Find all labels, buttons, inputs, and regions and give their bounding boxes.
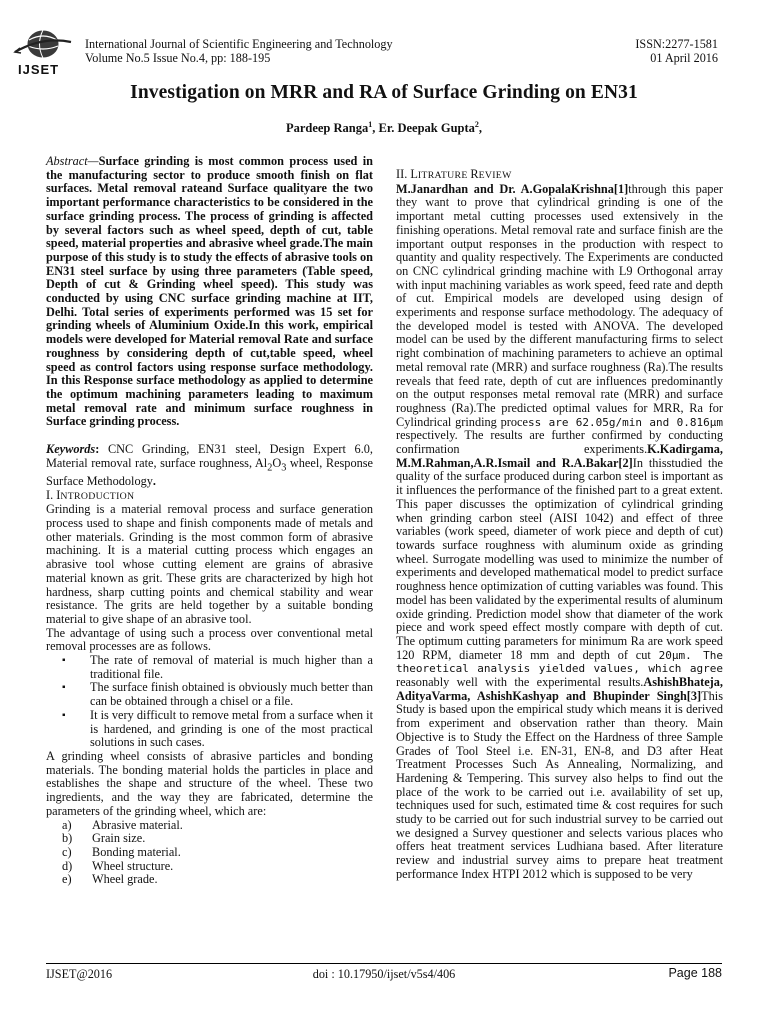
review-number: II. xyxy=(396,167,411,181)
keywords-end: . xyxy=(152,473,156,488)
keywords xyxy=(46,443,373,489)
list-text: Bonding material. xyxy=(92,844,181,859)
keywords-colon: : xyxy=(95,442,100,457)
section-heading-introduction xyxy=(46,489,373,504)
list-item: ▪ It is very difficult to remove metal from a surface when it is hardened, and grinding is one of the most practical solutions in such cases. xyxy=(90,709,373,750)
intro-initial: I xyxy=(56,487,61,502)
list-item xyxy=(62,832,373,846)
reference-2-text-2: reasonably well with the experimental results. xyxy=(396,675,644,690)
advantages-list xyxy=(46,654,373,750)
logo-text: IJSET xyxy=(18,62,60,77)
list-item: ▪ The surface finish obtained is obviously much better than can be obtained through a chisel or a file. xyxy=(90,681,373,708)
list-marker: e) xyxy=(62,872,72,887)
left-column xyxy=(46,155,373,887)
review-rest-a: ITRATURE xyxy=(417,170,471,181)
review-initial: L xyxy=(410,167,418,181)
intro-number: I. xyxy=(46,487,57,502)
list-item xyxy=(62,819,373,833)
abstract xyxy=(46,155,373,429)
list-item: ▪ The rate of removal of material is much higher than a traditional file. xyxy=(90,654,373,681)
list-item xyxy=(62,860,373,874)
reference-1-values: ss are 62.05g/min and 0.816μm xyxy=(527,415,723,429)
intro-paragraph-2: The advantage of using such a process over conventional metal removal processes are as follows. xyxy=(46,625,373,654)
reference-1-text-2: respectively. The results are further confirmed by conducting confirmation experiments. xyxy=(396,428,723,457)
reference-2-text: In thisstudied the quality of the surface produced during carbon steel is important as it influences the performance of the finished part to a great extent. This paper discusses the optimization of cylindrical grinding when grinding carbon steel (AISI 1042) and effect of three variables (work speed, diameter of work piece and depth of cut) towards surface roughness with aluminum oxide as grinding wheel. Surrogate modelling was used to minimize the number of experiments and developed mathematical model to predict surface roughness hence optimization of cutting variables was found. This model has been validated by the experimental results of aluminum oxide grinding. Prediction model show that diameter of the work piece and work speed effect mostly compare with depth of cut. The optimum cutting parameters for minimum Ra are work speed 120 RPM, diameter 18 mm and depth of cut xyxy=(396,455,723,662)
journal-info xyxy=(85,37,393,65)
list-marker: c) xyxy=(62,844,72,859)
section-heading-literature-review xyxy=(396,168,723,183)
reference-2-authors: K.Kadirgama, M.M.Rahman,A.R.Ismail and R.A.Bakar[2] xyxy=(396,442,723,470)
journal-volume: Volume No.5 Issue No.4, pp: 188-195 xyxy=(85,51,271,65)
keywords-text-b: wheel, Response Surface Methodology xyxy=(46,455,373,488)
keywords-sub-2: 2 xyxy=(267,462,273,474)
reference-1-text: through this paper they want to prove that cylindrical grinding is one of the important metal cutting processes used extensively in the finishing operations. Metal removal rate and surface finish are the important output responses in the production with respect to quantity and quality respectively. The Experiments are conducted on CNC cylindrical grinding machine with L9 Orthogonal array with input machining variables as work speed, feed rate and depth of cut. Empirical models are developed using design of experiments and response surface methodology. The adequacy of the developed model is tested with ANOVA. The developed model can be used by the different manufacturing firms to select right combination of machining parameters to achieve an optimal metal removal rate (MRR) and surface roughness (Ra).The results reveals that feed rate, depth of cut are influences predominantly on the output responses metal removal rate (MRR) and surface roughness (Ra).The predicted optimal values for MRR, Ra for Cylindrical grinding proce xyxy=(396,181,723,429)
journal-logo xyxy=(12,22,74,82)
page-number: Page 188 xyxy=(668,966,722,980)
footer-doi: doi : 10.17950/ijset/v5s4/406 xyxy=(312,967,456,981)
author-line xyxy=(0,120,768,136)
right-column xyxy=(396,168,723,882)
abstract-text: Surface grinding is most common process used in the manufacturing sector to produce smooth finish on flat surfaces. Metal removal rateand Surface qualityare the two important performance characteristics to be considered in the surface grinding process. The process of grinding is affected by several factors such as wheel speed, depth of cut, table speed, material properties and abrasive wheel grade.The main purpose of this study is to study the effects of abrasive tools on EN31 steel surface by using three parameters (Table speed, Depth of cut & Grinding wheel speed). This study was conducted by using CNC surface grinding machine at IIT, Delhi. Total series of experiments performed was 15 set for grinding wheels of Aluminium Oxide.In this work, empirical models were developed for Material removal Rate and surface roughness by considering depth of cut,table speed, wheel speed as control factors using response surface methodology. In this Response surface methodology as applied to determine the optimum machining parameters leading to maximum metal removal rate and minimum surface roughness in Surface grinding process. xyxy=(46,154,373,429)
issn: ISSN:2277-1581 xyxy=(635,37,718,51)
list-text: Abrasive material. xyxy=(92,817,183,832)
author-1: Pardeep Ranga xyxy=(285,121,369,136)
author-2-affiliation: 2 xyxy=(474,120,479,129)
keywords-label: Keywords xyxy=(46,442,96,457)
review-paragraph xyxy=(396,183,723,882)
journal-name: International Journal of Scientific Engineering and Technology xyxy=(85,37,393,51)
intro-paragraph-1: Grinding is a material removal process and surface generation process used to shape and finish components made of metals and other materials. Grinding is the most common form of abrasive machining. It is a material cutting process which engages an abrasive tool whose cutting element are grains of abrasive material known as grit. These grits are characterized by high hot hardness, sharp cutting points and chemical stability and wear resistance. The grits are held together by a suitable bonding material to give shape of an abrasive tool. xyxy=(46,502,373,626)
list-text: Wheel grade. xyxy=(92,872,158,887)
wheel-parameters-list xyxy=(46,819,373,888)
reference-3-authors: AshishBhateja, AdityaVarma, AshishKashyap and Bhupinder Singh[3] xyxy=(396,675,723,703)
review-initial-2: R xyxy=(470,167,479,181)
issue-date: 01 April 2016 xyxy=(650,51,718,65)
footer-journal: IJSET@2016 xyxy=(46,967,113,981)
review-rest-b: EVIEW xyxy=(478,170,512,181)
list-marker: d) xyxy=(62,858,73,873)
list-item xyxy=(62,846,373,860)
list-text: Wheel structure. xyxy=(92,858,174,873)
footer-divider xyxy=(46,963,722,964)
journal-issn-block xyxy=(635,37,718,65)
reference-1-authors: M.Janardhan and Dr. A.GopalaKrishna[1] xyxy=(396,181,629,196)
author-trailing-comma: , xyxy=(478,121,483,136)
keywords-sub-3: 3 xyxy=(281,462,287,474)
abstract-lead: Abstract— xyxy=(46,154,99,168)
reference-2-values: 20μm. The theoretical analysis yielded values, which agree xyxy=(396,648,723,676)
keywords-o: O xyxy=(272,455,282,470)
intro-rest: NTRODUCTION xyxy=(60,490,135,502)
reference-3-text: This Study is based upon the empirical study which means it is derived from experiment and observation rather than theory. Main Objective is to Study the Effect on the Hardness of three Sample Grades of Tool Steel i.e. EN-31, EN-8, and D3 after Heat Treatment Processes Such As Annealing, Normalizing, and Hardening & Tempering. This survey also helps to find out the place of the work to be carried out i.e. availability of set up, techniques used for such, estimated time & cost requires for such study to be carried out for such industrial survey to be carried out we designed a Survey questioner and selects various places who offers heat treatment services Ludhiana based. After literature review and industrial survey aims to prepare heat treatment performance Index HTPI 2012 which is supposed to be very xyxy=(396,688,723,881)
list-item xyxy=(62,873,373,887)
intro-paragraph-3: A grinding wheel consists of abrasive particles and bonding materials. The bonding material holds the particles in place and establishes the shape and structure of the wheel. These two ingredients, and the way they are fabricated, determine the parameters of the grinding wheel, which are: xyxy=(46,748,373,818)
author-2: Er. Deepak Gupta xyxy=(378,121,475,136)
list-marker: b) xyxy=(62,831,73,846)
author-1-affiliation: 1 xyxy=(368,120,373,129)
author-separator: , xyxy=(372,121,379,136)
list-text: Grain size. xyxy=(92,831,146,846)
paper-title: Investigation on MRR and RA of Surface Grinding on EN31 xyxy=(130,82,638,103)
keywords-text-a: CNC Grinding, EN31 steel, Design Expert 6.0, Material removal rate, surface roughness, Al xyxy=(46,442,373,470)
list-marker: a) xyxy=(62,817,72,832)
